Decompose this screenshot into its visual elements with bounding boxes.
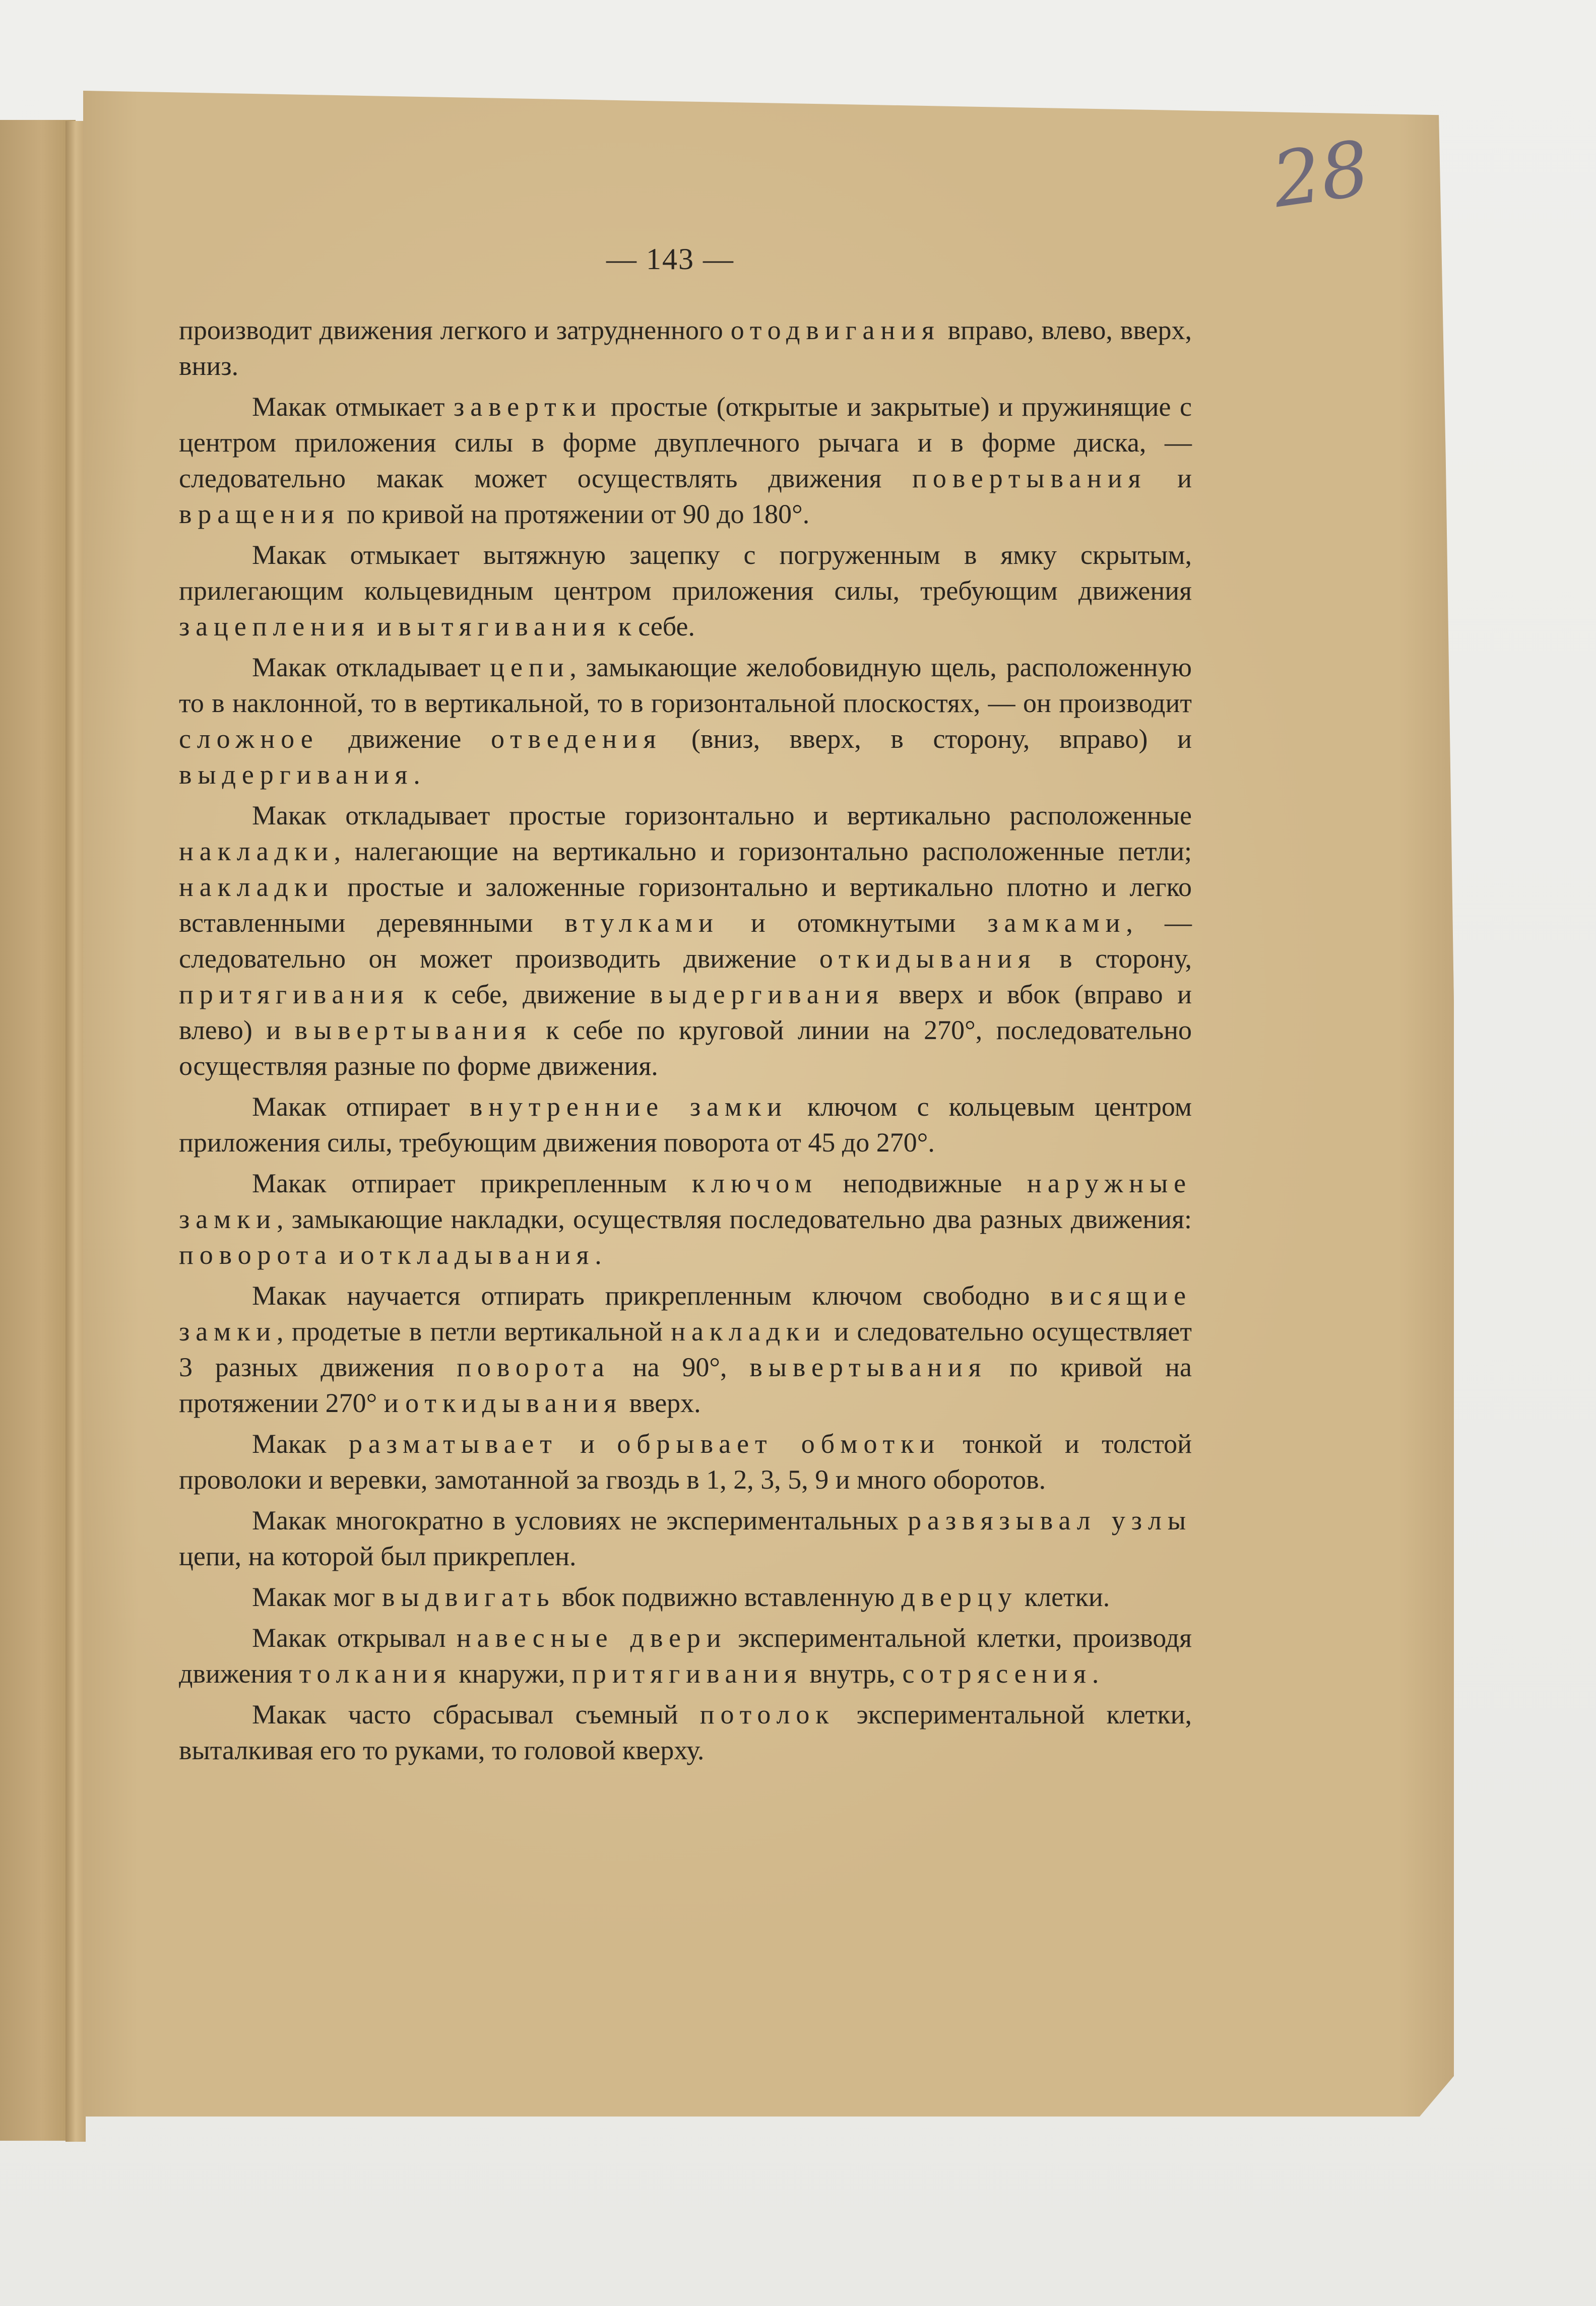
spaced-emphasis-text: повертывания [912,463,1147,493]
spaced-emphasis-text: откидывания [819,943,1037,974]
text-run: Макак часто сбрасывал съемный [252,1699,700,1730]
text-run: по кривой на протяжении от 90 до 180°. [340,499,810,529]
spaced-emphasis-text: отведения [491,724,662,754]
text-run: Макак [252,1429,349,1459]
text-run: простые и заложенные горизонтально и вертикально плотно и легко вставленными деревянными [179,872,1192,938]
text-run: по кривой на протяжении 270° и [179,1352,1192,1418]
spaced-emphasis-text: притягивания [572,1658,803,1689]
text-run: . [595,1240,602,1270]
paragraph [179,389,1192,532]
text-run: , замыкающие желобовидную щель, расположенную то в наклонной, то в вертикальной, то в горизонтальной плоскостях, — он производит [179,652,1192,718]
text-run: к себе. [611,611,695,642]
book-spine [66,121,86,2142]
paragraph [179,1089,1192,1161]
spaced-emphasis-text: откидывания [405,1388,623,1418]
archive-handwritten-number: 28 [1267,124,1375,225]
left-page-edge [0,120,76,2141]
paragraph [179,1620,1192,1692]
spaced-emphasis-text: дверцу [901,1582,1018,1612]
spaced-emphasis-text: вытягивания [398,611,611,642]
text-run: , — следовательно он может производить движение [179,908,1192,974]
paragraph [179,650,1192,793]
text-run: производит движения легкого и затрудненного [179,315,731,345]
page-number: — 143 — [606,242,734,276]
paragraph [179,1503,1192,1574]
text-run: в сторону, [1036,943,1192,974]
spaced-emphasis-text: замками [987,908,1126,938]
text-run: вверх. [622,1388,701,1418]
spaced-emphasis-text: разматывает [348,1429,558,1459]
spaced-emphasis-text: сложное [179,724,319,754]
text-run: и [1146,463,1192,493]
text-run: и следовательно осуществляет 3 разных движения [179,1316,1192,1382]
text-run: простые (открытые и закрытые) и пружинящие с центром приложения силы в форме двуплечного рычага и в форме диска, — следовательно макак может осуществлять движения [179,392,1192,493]
spaced-emphasis-text: откладывания [360,1240,595,1270]
text-run: Макак откладывает простые горизонтально и вертикально расположенные [252,800,1192,830]
spaced-emphasis-text: цепи [490,652,570,682]
text-run: . [1092,1658,1099,1689]
text-run: . [413,759,420,790]
text-run: и отомкнутыми [719,908,988,938]
text-run: (вниз, вверх, в сторону, вправо) и [662,724,1192,754]
spaced-emphasis-text: висящие замки [179,1280,1192,1347]
text-run: , продетые в петли вертикальной [277,1316,671,1347]
text-run: Макак открывал [252,1623,457,1653]
text-run: неподвижные [818,1168,1028,1198]
spaced-emphasis-text: вращения [179,499,340,529]
text-run: и [557,1429,617,1459]
text-run: на 90°, [610,1352,750,1382]
spaced-emphasis-text: выдергивания [650,979,885,1009]
paragraph [179,312,1192,384]
text-run: Макак мог [252,1582,382,1612]
spaced-emphasis-text: зацепления [179,611,370,642]
text-run: Макак научается отпирать прикрепленным ключом свободно [252,1280,1051,1311]
text-run: Макак многократно в условиях не экспериментальных [252,1505,908,1535]
text-run: движение [318,724,491,754]
paragraph [179,1697,1192,1768]
spaced-emphasis-text: вывертывания [294,1015,532,1045]
spaced-emphasis-text: развязывал узлы [908,1505,1192,1535]
spaced-emphasis-text: выдвигать [381,1582,555,1612]
spaced-emphasis-text: поворота [179,1240,333,1270]
text-run: кнаружи, [452,1658,572,1689]
text-run: Макак отмыкает [252,392,454,422]
text-run: Макак отпирает [252,1092,470,1122]
body-text [179,312,1192,1773]
spaced-emphasis-text: поворота [457,1352,610,1382]
spaced-emphasis-text: сотрясения [902,1658,1092,1689]
text-run: экспериментальной клетки, выталкивая его то руками, то головой кверху. [179,1699,1192,1765]
text-run: Макак отмыкает вытяжную зацепку с погруженным в ямку скрытым, прилегающим кольцевидным центром приложения силы, требующим движения [179,540,1192,606]
text-run: к себе, движение [409,979,650,1009]
spaced-emphasis-text: отодвигания [730,315,940,345]
text-run: Макак откладывает [252,652,490,682]
text-run: , налегающие на вертикально и горизонтально расположенные петли; [334,836,1192,866]
text-run: вбок подвижно вставленную [555,1582,902,1612]
text-run: и [332,1240,361,1270]
spaced-emphasis-text: внутренние замки [469,1092,788,1122]
paragraph [179,1426,1192,1498]
spaced-emphasis-text: вывертывания [749,1352,987,1382]
spaced-emphasis-text: накладки [179,872,334,902]
spaced-emphasis-text: ключом [692,1168,818,1198]
text-run: вправо, влево, вверх, вниз. [179,315,1192,381]
spaced-emphasis-text: потолок [699,1699,835,1730]
text-run: экспериментальной клетки, производя движения [179,1623,1192,1689]
paragraph [179,798,1192,1084]
text-run: цепи, на которой был прикреплен. [179,1541,577,1571]
paragraph [179,1278,1192,1421]
text-run: тонкой и толстой проволоки и веревки, замотанной за гвоздь в 1, 2, 3, 5, 9 и много оборотов. [179,1429,1192,1495]
spaced-emphasis-text: притягивания [179,979,410,1009]
spaced-emphasis-text: наружные замки [179,1168,1192,1234]
text-run: внутрь, [802,1658,903,1689]
text-run: , замыкающие накладки, осуществляя последовательно два разных движения: [277,1204,1192,1234]
text-run: ключом с кольцевым центром приложения силы, требующим движения поворота от 45 до 270°. [179,1092,1192,1158]
paragraph [179,1579,1192,1615]
text-run: вверх и вбок (вправо и влево) и [179,979,1192,1045]
text-run: к себе по круговой линии на 270°, последовательно осуществляя разные по форме движения. [179,1015,1192,1081]
spaced-emphasis-text: втулками [564,908,719,938]
text-run: клетки. [1017,1582,1110,1612]
spaced-emphasis-text: накладки [671,1316,826,1347]
spaced-emphasis-text: выдергивания [179,759,414,790]
spaced-emphasis-text: накладки [179,836,334,866]
spaced-emphasis-text: толкания [299,1658,452,1689]
text-run: и [370,611,399,642]
spaced-emphasis-text: обрывает обмотки [617,1429,941,1459]
paragraph [179,1166,1192,1273]
paragraph [179,537,1192,645]
text-run: Макак отпирает прикрепленным [252,1168,692,1198]
spaced-emphasis-text: завертки [454,392,602,422]
spaced-emphasis-text: навесные двери [456,1623,727,1653]
